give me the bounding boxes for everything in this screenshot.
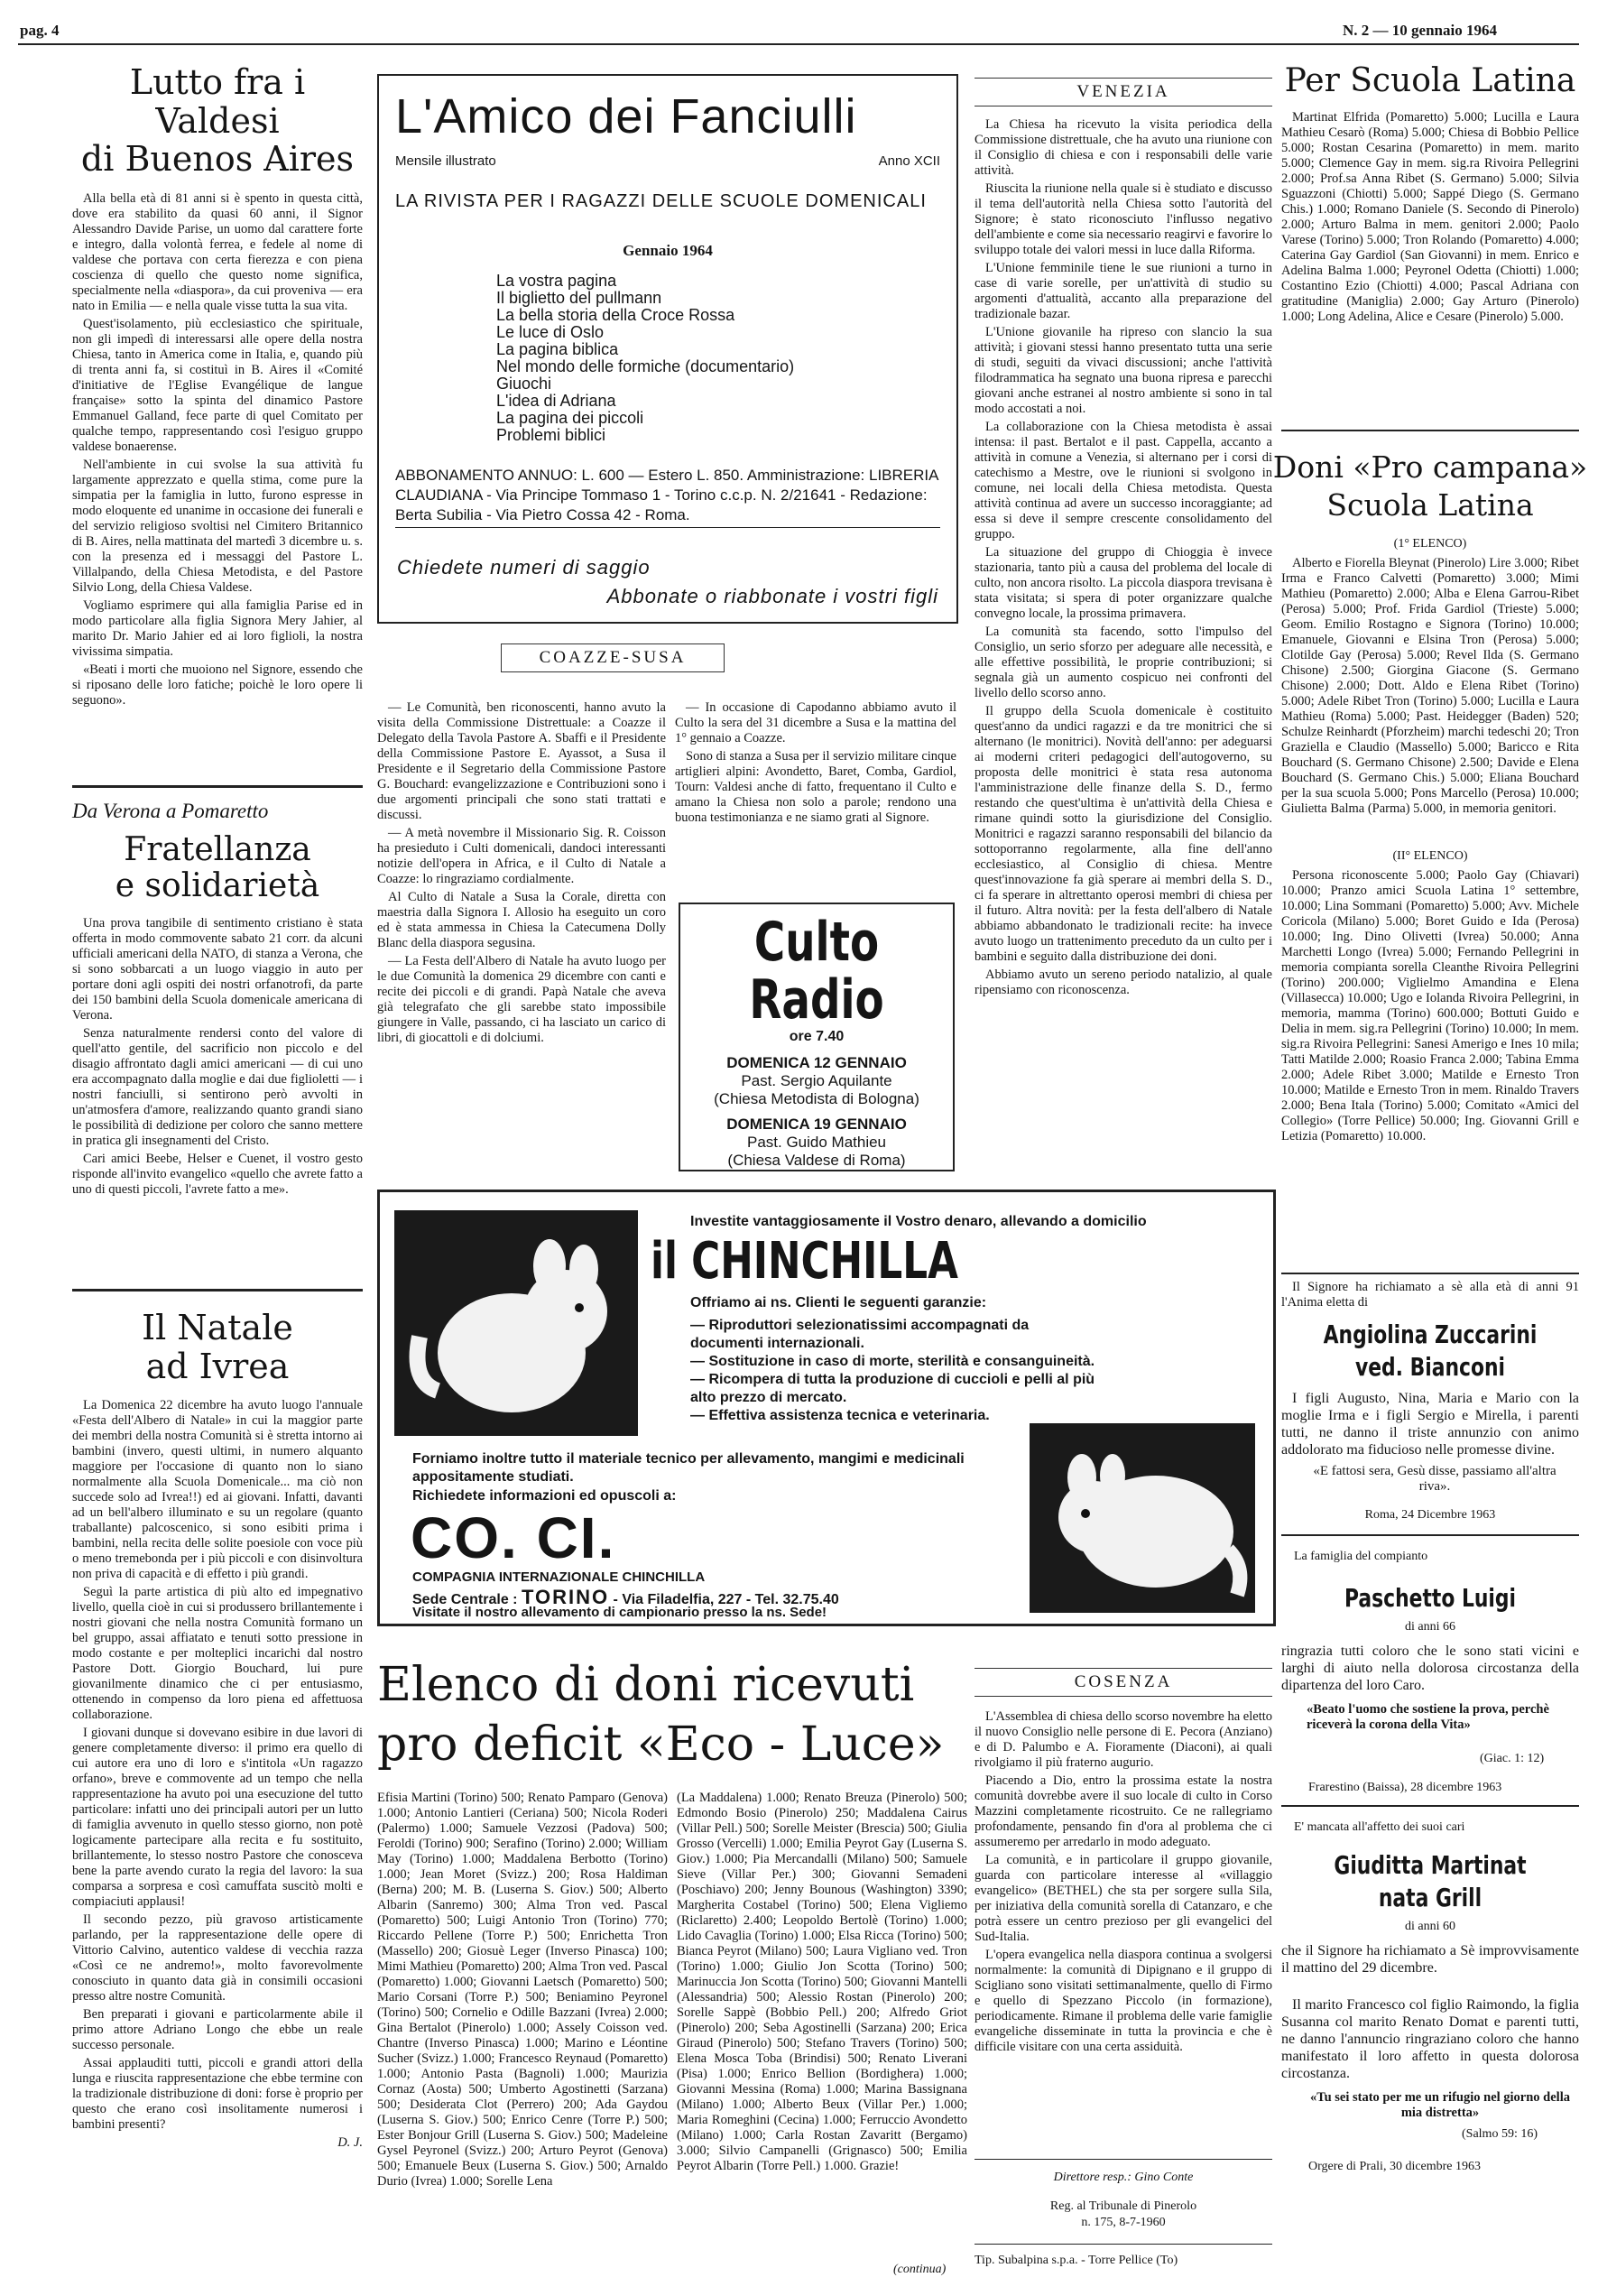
- chinchilla-address: - Via Filadelfia, 227 - Tel. 32.75.40: [613, 1592, 839, 1607]
- pro-campana-elenco-2: (II° ELENCO): [1392, 849, 1468, 863]
- cosenza-paragraph: L'Assemblea di chiesa dello scorso novembre ha eletto il nuovo Consiglio nelle persone di E. Pecora (Anziano) e di D. Palumbo e A. Fioramente (Diaconi), ai quali rivolgiamo il più fraterno augurio.: [975, 1709, 1272, 1770]
- buenos-aires-body: [72, 191, 363, 798]
- natale-paragraph: La Domenica 22 dicembre ha avuto luogo l'annuale «Festa dell'Albero di Natale» in cui la maggior parte dei membri della nostra Comunità si è stretta intorno ai bambini (invero, questi ultimi, in numero alquanto maggiore per l'occasione di quanto non lo siano normalmente alla Scuola Domenicale... ma ciò non succede solo ad Ivrea!!) ed ai giovani. Infatti, davanti ad un bell'albero illuminato e su un regolare (quanto traballante) palcoscenico, si sono esibiti prima i bambini, nella recita delle solite poesiole con voce più o meno tremebonda per i più piccoli e con disinvoltura non priva di capacità e di effetto i più grandi.: [72, 1398, 363, 1582]
- zuccarini-name-1: Angiolina Zuccarini: [1323, 1319, 1538, 1349]
- coazze-label: COAZZE-SUSA: [501, 643, 725, 672]
- martinat-body-2: Il marito Francesco col figlio Raimondo, la figlia Susanna col marito Renato Domat e parenti tutti, ne danno l'annuncio ringraziano coloro che hanno manifestato il loro affetto in questa dolorosa circostanza.: [1281, 1997, 1579, 2081]
- amico-box: [377, 74, 958, 624]
- natale-title-2: ad Ivrea: [145, 1346, 290, 1386]
- chinchilla-city: TORINO: [521, 1586, 610, 1608]
- culto-radio-church-2: (Chiesa Valdese di Roma): [727, 1152, 906, 1169]
- pro-campana-title-1: Doni «Pro campana»: [1272, 449, 1588, 485]
- amico-contents-item: La bella storia della Croce Rossa: [496, 306, 735, 324]
- zuccarini-date: Roma, 24 Dicembre 1963: [1364, 1508, 1496, 1522]
- cosenza-body: [975, 1709, 1272, 2152]
- chinchilla-company: COMPAGNIA INTERNAZIONALE CHINCHILLA: [412, 1569, 706, 1585]
- natale-paragraph: Il secondo pezzo, più gravoso artisticamente parlando, per la rappresentazione delle opere di Vittorio Calvino, autentico valdese di vecchia razza «Così ce ne andremo!», molto favorevolmente conosciuto in quanto data già in consimili occasioni presso altre nostre Comunità.: [72, 1912, 363, 2004]
- cosenza-paragraph: L'opera evangelica nella diaspora continua a svolgersi normalmente: la comunità di Dipignano e il gruppo di Scigliano sono visitati settimanalmente, quello di Firmo e quello di Spezzano Piccolo (in formazione), periodicamente. Rimane il problema delle varie famiglie evangeliche disseminate in tutta la provincia e che è difficile visitare con una certa assiduità.: [975, 1948, 1272, 2054]
- buenos-aires-paragraph: Alla bella età di 81 anni si è spento in questa città, dove era stabilito da quasi 60 anni, il Signor Alessandro Davide Parise, un uomo dal carattere forte e integro, dalla volontà ferrea, e fedele al nome di valdese che portava con certa fierezza e con piena coscienza di quello che questo nome significa, specialmente nella «diaspora», da cui proveniva — era nato in Emilia — e nella quale visse tutta la sua vita.: [72, 190, 363, 313]
- buenos-aires-paragraph: «Beati i morti che muoiono nel Signore, essendo che si riposano delle loro fatiche; poichè le loro opere li seguono».: [72, 662, 363, 708]
- coazze-paragraph: — In occasione di Capodanno abbiamo avuto il Culto la sera del 31 dicembre a Susa e la mattina del 1° gennaio a Coazze.: [675, 700, 956, 745]
- amico-abbonamento: ABBONAMENTO ANNUO: L. 600 — Estero L. 850. Amministrazione: LIBRERIA CLAUDIANA - Via Principe Tommaso 1 - Torino c.c.p. N. 2/21641 - Redazione: Berta Subilia - Via Pietro Cossa 42 - Roma.: [395, 467, 938, 523]
- amico-tagline: LA RIVISTA PER I RAGAZZI DELLE SCUOLE DOMENICALI: [395, 191, 927, 211]
- amico-contents-item: L'idea di Adriana: [496, 392, 616, 410]
- rule-printer: [975, 2244, 1272, 2245]
- cosenza-registration-1: Reg. al Tribunale di Pinerolo: [1049, 2199, 1197, 2213]
- culto-radio-day-2: DOMENICA 19 GENNAIO: [726, 1116, 907, 1133]
- culto-radio-pastor-1: Past. Sergio Aquilante: [741, 1072, 892, 1089]
- coazze-paragraph: Sono di stanza a Susa per il servizio militare cinque artiglieri alpini: Avondetto, Baret, Comba, Gardiol, Tourn: Valdesi anche di fatto, frequentano il Culto e amano la Chiesa non solo a parole; rendono una buona testimonianza e ne siamo grati al Signore.: [675, 749, 956, 825]
- chinchilla-also: Forniamo inoltre tutto il materiale tecnico per allevamento, mangimi e medicinali appositamente studiati.: [412, 1451, 965, 1485]
- amico-contents-list: [496, 273, 794, 444]
- rule-r3: [1281, 1534, 1579, 1536]
- martinat-intro: E' mancata all'affetto dei suoi cari: [1294, 1820, 1465, 1834]
- rule-r2: [1281, 1273, 1579, 1274]
- chinchilla-guarantee-item: — Ricompera di tutta la produzione di cuccioli e pelli al più alto prezzo di mercato.: [690, 1372, 1095, 1405]
- coazze-paragraph: — A metà novembre il Missionario Sig. R. Coisson ha presieduto i Culti domenicali, dandoci interessanti notizie dell'opera in Africa, e il Culto di Natale a Coazze: lo ringraziamo cordialmente.: [377, 826, 666, 886]
- amico-contents-item: Le luce di Oslo: [496, 323, 605, 341]
- buenos-aires-title-2: di Buenos Aires: [80, 139, 355, 180]
- natale-paragraph: Assai applauditi tutti, piccoli e grandi attori della lunga e riuscita rappresentazione che ebbe termine con la tradizionale distribuzione di doni: forse è proprio per questo che erano così insolitamente numerosi i bambini presenti?: [72, 2056, 363, 2133]
- fratellanza-article: [72, 800, 363, 1286]
- chinchilla-top: Investite vantaggiosamente il Vostro denaro, allevando a domicilio: [690, 1214, 1147, 1229]
- venezia-paragraph: La situazione del gruppo di Chioggia è invece stazionaria, tanto più a causa del problema del locale di culto, non ancora risolto. La piccola diaspora trevisana è stata visitata; si spera di poter organizzare qualche convegno locale, la prossima primavera.: [975, 545, 1272, 621]
- cosenza-registration-2: n. 175, 8-7-1960: [1081, 2216, 1166, 2229]
- venezia-paragraph: Abbiamo avuto un sereno periodo natalizio, al quale ripensiamo con riconoscenza.: [975, 967, 1272, 997]
- martinat-name-1: Giuditta Martinat: [1334, 1850, 1527, 1880]
- natale-paragraph: Ben preparati i giovani e particolarmente abile il primo attore Adriano Longo che ebbe un reale successo personale.: [72, 2007, 363, 2053]
- amico-inner-rule: [395, 527, 940, 528]
- coazze-column-1: [377, 700, 666, 1179]
- amico-subtitle: Mensile illustrato: [395, 153, 496, 169]
- cosenza-paragraph: Piacendo a Dio, entro la prossima estate la nostra comunità dovrebbe avere il suo locale di culto in Corso Mazzini completamente ricostruito. Ce ne rallegriamo profondamente, pensando fin d'ora al problema che ci assumeremo per arredarlo in modo adeguato.: [975, 1773, 1272, 1849]
- issue-date: N. 2 — 10 gennaio 1964: [1343, 22, 1497, 39]
- culto-radio-church-1: (Chiesa Metodista di Bologna): [714, 1090, 919, 1107]
- paschetto-ref: (Giac. 1: 12): [1480, 1752, 1545, 1765]
- rule-cosenza: [975, 2159, 1272, 2160]
- natale-body: [72, 1398, 363, 2255]
- cosenza-direttore: Direttore resp.: Gino Conte: [1053, 2171, 1194, 2184]
- amico-contents-item: La pagina biblica: [496, 340, 619, 358]
- venezia-paragraph: La comunità sta facendo, sotto l'impulso del Consiglio, un serio sforzo per adeguare alle necessità, e alle effettive possibilità, le proprie contribuzioni; si segnala già un aumento cospicuo nei confronti del livello dello scorso anno.: [975, 625, 1272, 700]
- venezia-paragraph: Il gruppo della Scuola domenicale è costituito quest'anno da undici ragazzi e da tre monitrici che si alternano (le monitrici). Novità dell'anno: per adeguarsi ai moderni criteri pedagogici dell'autogoverno, su proposta delle monitrici è stata resa autonoma l'amministrazione delle finanze della S. D., fermo restando che quest'ultima è un'attività della Chiesa e rimane quindi sotto la giurisdizione del Consiglio. Monitrici e ragazzi saranno responsabili del bilancio da sottoporranno regolarmente, alla fine dell'anno ecclesiastico, al Consiglio di chiesa. Mentre quest'innovazione fa già sperare ai membri della S. D., ci fa sperare in altrettanto operosi membri di chiesa per il futuro. Altra novità: per la festa dell'albero di Natale abbiamo abbandonato le tradizionali recite: ha invece avuto luogo un trattenimento preceduto da un culto per i bambini e seguito dalla distribuzione dei doni.: [975, 704, 1272, 964]
- pro-campana-text-1: Alberto e Fiorella Bleynat (Pinerolo) Lire 3.000; Ribet Irma e Franco Calvetti (Pomaretto) 3.000; Mimi Mathieu (Pomaretto) 2.000; Alba e Elena Garrou-Ribet (Perosa) 5.000; Prof. Frida Gardiol (Trieste) 5.000; Geom. Emilio Rostagno e Signora (Torino) 10.000; Emanuele, Giovanni e Elsina Tron (Perosa) 5.000; Clotilde Gay (Perosa) 5.000; Revel Ilda (S. Germano Chisone) 2.500; Giorgina Giacone (S. Germano Chisone) 2.000; Dott. Aldo e Elena Ribet (Torino) 5.000; Adele Ribet Tron (Torino) 5.000; Lucilla e Laura Mathieu (Roma) 5.000; Past. Heidegger (Baden) 520; Schulze Reinhardt (Pforzheim) marchi tedeschi 20; Tron Graziella e Claudio (Massello) 5.000; Baricco e Rita Bouchard (S. Germano Chisone) 2.500; Davide e Elena Bouchard (S. Germano Chis.) 5.000; Eliana Bouchard per la sua scuola 5.000; Pons Marcello (Perosa) 10.000; Giulietta Balma (Parma) 5.000, in memoria genitori.: [1281, 556, 1579, 816]
- zuccarini-intro: Il Signore ha richiamato a sè alla età di anni 91 l'Anima eletta di: [1281, 1280, 1579, 1310]
- natale-title-1: Il Natale: [142, 1308, 293, 1347]
- chinchilla-guarantee-item: — Riproduttori selezionatissimi accompagnati da documenti internazionali.: [690, 1318, 1030, 1351]
- eco-luce-title-1: Elenco di doni ricevuti: [377, 1658, 915, 1712]
- chinchilla-title: il CHINCHILLA: [651, 1232, 958, 1291]
- chinchilla-info: Richiedete informazioni ed opuscoli a:: [412, 1488, 677, 1504]
- venezia-paragraph: L'Unione giovanile ha ripreso con slancio la sua attività; i giovani stessi hanno presentato tutta una serie di studi, seguiti da vivaci discussioni; anche l'attività filodrammatica ha segnato una buona ripresa e parecchi giovani anche estranei al nostro ambiente si sono in tal modo accostati a noi.: [975, 325, 1272, 416]
- chinchilla-icon-2: [1030, 1423, 1255, 1613]
- culto-radio-day-1: DOMENICA 12 GENNAIO: [726, 1054, 907, 1071]
- fratellanza-paragraph: Cari amici Beebe, Helser e Cuenet, il vostro gesto risponde all'invito evangelico «quello che avrete fatto a uno di questi piccoli, l'avrete fatto a me».: [72, 1151, 363, 1197]
- martinat-date: Orgere di Prali, 30 dicembre 1963: [1308, 2160, 1482, 2173]
- coazze-paragraph: — La Festa dell'Albero di Natale ha avuto luogo per le due Comunità la domenica 29 dicembre con canti e recite dei piccoli e di grandi. Papà Natale che aveva già telegrafato che gli sarebbe stato impossibile giungere in Valle, passando, ci ha lasciato un carico di libri, di giocattoli e di dolciumi.: [377, 954, 666, 1045]
- cosenza-paragraph: La comunità, e in particolare il gruppo giovanile, guarda con particolare interesse al «villaggio evangelico» (BETHEL) che sta per sorgere sulla Sila, per iniziativa della comunità sorella di Catanzaro, e che potrà essere un centro prezioso per gli evangelici del Sud-Italia.: [975, 1853, 1272, 1944]
- amico-footer-2: Abbonate o riabbonate i vostri figli: [606, 585, 938, 607]
- amico-anno: Anno XCII: [878, 153, 940, 169]
- amico-contents-item: Nel mondo delle formiche (documentario): [496, 357, 795, 375]
- martinat-ref: (Salmo 59: 16): [1462, 2127, 1538, 2141]
- chinchilla-guarantees: [690, 1317, 1096, 1425]
- martinat-name-2: nata Grill: [1378, 1883, 1483, 1912]
- scuola-latina-title: Per Scuola Latina: [1284, 62, 1576, 99]
- fratellanza-title-1: Fratellanza: [124, 831, 311, 868]
- rule-c1a: [72, 785, 363, 788]
- natale-paragraph: Seguì la parte artistica di più alto ed impegnativo livello, quella cioè in cui si produssero brillantemente i nostri giovani che nella nostra Comunità formano un bel gruppo, assai affiatato e tenuti sotto pressione in modo costante e per molteplici incarichi dal nostro Pastore Dott. Giorgio Bouchard, lui pure giovanilmente dinamico che ci per entusiasmo, ottenendo in compenso da loro piena ed affettuosa collaborazione.: [72, 1585, 363, 1723]
- rule-r1: [1281, 430, 1579, 431]
- amico-contents-item: La pagina dei piccoli: [496, 409, 644, 427]
- rule-c1b: [72, 1289, 363, 1292]
- natale-paragraph: I giovani dunque si dovevano esibire in due lavori di genere completamente diverso: il primo era quello di cui autore era uno di loro e s'intitola «Un ragazzo orfano», breve e commovente ad un tempo che nella rappresentazione ha avuto poi una esecuzione del tutto particolare: infatti uno dei principali autori per un lutto di famiglia avvenuto in quello stesso giorno, non potè logicamente partecipare alla recita e fu sostituito, brillantemente, lo stesso nostro Pastore che conosceva bene la parte avendo curato la regia del lavoro: la sua comparsa a sorpresa e così camuffata suscitò molti e compiaciuti applausi!: [72, 1726, 363, 1910]
- culto-radio-title: Culto Radio: [749, 911, 884, 1032]
- paschetto-date: Frarestino (Baissa), 28 dicembre 1963: [1308, 1781, 1502, 1794]
- venezia-paragraph: La Chiesa ha ricevuto la visita periodica della Commissione distrettuale, che ha avuto una riunione con il Consiglio di chiesa e con i responsabili delle varie attività.: [975, 117, 1272, 178]
- zuccarini-name-2: ved. Bianconi: [1355, 1352, 1505, 1382]
- buenos-aires-article: [72, 63, 363, 798]
- culto-radio-time: ore 7.40: [789, 1029, 845, 1044]
- amico-contents-item: Il biglietto del pullmann: [496, 289, 662, 307]
- chinchilla-brand: CO. CI.: [411, 1505, 616, 1570]
- rule-r4: [1281, 1805, 1579, 1807]
- pro-campana-elenco-1: (1° ELENCO): [1393, 537, 1467, 551]
- buenos-aires-paragraph: Vogliamo esprimere qui alla famiglia Parise ed in modo particolare alla figlia Signora Mery Jahier, al marito Dr. Mario Jahier ed ai loro figlioli, la nostra vivissima simpatia.: [72, 597, 363, 659]
- coazze-paragraph: — Le Comunità, ben riconoscenti, hanno avuto la visita della Commissione Distrettuale: a Coazze il Delegato della Tavola Pastore A. Sbaffi e il Presidente della Commissione Pastore E. Ayassot, a Susa il Presidente e il Segretario della Commissione Pastore G. Bouchard: evangelizzazione e Contribuzioni sono i due argomenti principali che sono stati trattati e discussi.: [377, 700, 666, 822]
- fratellanza-paragraph: Senza naturalmente rendersi conto del valore di quell'atto gentile, del sacrificio non piccolo e del disagio affrontato dagli amici americani — di cui uno era accompagnato dalla moglie e dai due figlioletti — i nostri fanciulli, si sentirono però avvolti in un'atmosfera d'amore, realizzando quanto grandi siano le possibilità di dedizione per coloro che sanno mettere in pratica gli insegnamenti del Cristo.: [72, 1025, 363, 1148]
- natale-paragraph: D. J.: [337, 2135, 363, 2151]
- chinchilla-ad: [377, 1190, 1276, 1626]
- martinat-age: di anni 60: [1405, 1920, 1455, 1933]
- chinchilla-sede-label: Sede Centrale :: [412, 1592, 518, 1607]
- eco-luce-column-2: (La Maddalena) 1.000; Renato Breuza (Pinerolo) 500; Edmondo Bosio (Pinerolo) 250; Maddalena Cairus (Villar Pell.) 500; Sorelle Meister (Brescia) 500; Giulia Grosso (Vercelli) 1.000; Emilia Peyrot Gay (Luserna S. Giov.) 1.000; Pia Mercandalli (Milano) 500; Samuele Sieve (Villar Per.) 300; Giovanni Semadeni (Poschiavo) 200; Jenny Bounous (Washington) 3390; Margherita Costabel (Torino) 500; Elena Vigliemo (Riclaretto) 2.400; Leopoldo Bertolè (Torino) 1.000; Lido Cavaglia (Torino) 1.000; Elsa Ricca (Torino) 500; Bianca Peyrot (Milano) 500; Laura Vigliano ved. Tron (Torino) 1.000; Giulio Jon Scotta (Torino) 500; Marinuccia Jon Scotta (Torino) 500; Giovanni Mantelli (Alessandria) 500; Alessio Rostan (Pinerolo) 200; Sorelle Sappè (Bobbio Pell.) 200; Alfredo Griot (Pinerolo) 200; Seba Agostinelli (Sarzana) 200; Erica Giraud (Pinerolo) 500; Stefano Travers (Torino) 500; Elena Mosca Toba (Brindisi) 500; Renato Liverani (Pisa) 1.000; Enrico Bellion (Bordighera) 1.000; Giovanni Messina (Roma) 1.000; Marina Bassignana (Milano) 1.000; Alberto Beux (Villar Per.) 1.000; Maria Romeghini (Cecina) 1.000; Ferruccio Avondetto (Milano) 1.000; Carla Rostan Zavaritt (Bergamo) 3.000; Silvio Campanelli (Grignasco) 500; Emilia Peyrot Albarin (Torre Pell.) 1.000. Grazie!: [677, 1791, 967, 2173]
- fratellanza-kicker: Da Verona a Pomaretto: [72, 800, 269, 822]
- zuccarini-quote: «E fattosi sera, Gesù disse, passiamo all'altra riva».: [1313, 1464, 1556, 1494]
- fratellanza-paragraph: Una prova tangibile di sentimento cristiano è stata offerta in modo commovente sabato 21 corr. da alcuni ufficiali americani della NATO, di stanza a Verona, che si sono sobbarcati a un luogo viaggio in auto per portare doni agli ospiti dei nostri orfanotrofi, da parte dei 150 bambini della Scuola domenicale americana di Verona.: [72, 915, 363, 1023]
- scuola-latina-body: Martinat Elfrida (Pomaretto) 5.000; Lucilla e Laura Mathieu Cesarò (Roma) 5.000; Chiesa di Bobbio Pellice 5.000; Rostan Cesarina (Pomaretto) in mem. marito 5.000; Clemence Gay in mem. sig.ra Rivoira Pellegrini 2.000; Prof.sa Anna Ribet (S. Germano) 5.000; Silvia Sguazzoni (Chiotti) 5.000; Sappé Diego (S. Germano Chis.) 1.000; Romano Daniele (S. Secondo di Pinerolo) 2.000; Arturo Balma in mem. genitori 2.000; Paolo Varese (Torino) 5.000; Tron Rolando (Pomaretto) 4.000; Caterina Gay Gardiol (San Giovanni) in mem. Enrico e Adelina Balma 1.000; Peyronel Odetta (Chiotti) 1.000; Costantino Ezio (Chiotti) 4.000; Pascal Adriana con gratitudine (Maniglia) 2.000; Gay Arturo (Pinerolo) 1.000; Long Adelina, Alice e Cesare (Pinerolo) 5.000.: [1281, 110, 1579, 324]
- coazze-paragraph: Al Culto di Natale a Susa la Corale, diretta con maestria dalla Signora I. Allosio ha eseguito un coro ed è stata ammessa in Chiesa la Catecumena Dolly Blanc della diaspora segusina.: [377, 890, 666, 950]
- chinchilla-visit: Visitate il nostro allevamento di campionario presso la ns. Sede!: [412, 1605, 827, 1620]
- buenos-aires-paragraph: Nell'ambiente in cui svolse la sua attività fu largamente apprezzato e quella stima, come pure la simpatia per la famiglia in lutto, furono espresse in modo eloquente ed unanime in occasione dei funerali e del servizio religioso svoltisi nel Cimitero Britannico di B. Aires, nella mattinata del martedì 3 dicembre u. s. con la presenza ed i messaggi del Pastore L. Villalpando, della Chiesa Metodista, e del Pastore Silvio Long, della Chiesa Valdese.: [72, 457, 363, 595]
- paschetto-quote: «Beato l'uomo che sostiene la prova, perchè riceverà la corona della Vita»: [1307, 1702, 1549, 1732]
- zuccarini-body: I figli Augusto, Nina, Maria e Mario con la moglie Irma e i figli Sergio e Mirella, i parenti tutti, ne danno il triste annunzio con animo addolorato ma fiducioso nelle promesse divine.: [1281, 1391, 1579, 1458]
- fratellanza-title-2: e solidarietà: [115, 867, 320, 905]
- culto-radio-box: [679, 903, 955, 1171]
- paschetto-age: di anni 66: [1405, 1620, 1455, 1634]
- amico-contents-item: Problemi biblici: [496, 426, 606, 444]
- martinat-quote: «Tu sei stato per me un rifugio nel giorno della mia distretta»: [1309, 2090, 1570, 2120]
- coazze-column-2: [675, 700, 956, 881]
- eco-luce-title-2: pro deficit «Eco - Luce»: [377, 1717, 945, 1772]
- venezia-body: [975, 117, 1272, 1110]
- amico-contents-item: La vostra pagina: [496, 272, 617, 290]
- buenos-aires-title-1: Lutto fra i Valdesi: [129, 62, 306, 141]
- venezia-paragraph: Riuscita la riunione nella quale si è studiato e discusso il tema dell'autorità nella Chiesa sotto l'autorità del Signore; è stato riconosciuto l'influsso negativo dell'ambiente e come sia necessario reagirvi e favorire lo sviluppo totale dei valori messi in luce dalla Riforma.: [975, 181, 1272, 257]
- amico-footer-1: Chiedete numeri di saggio: [397, 556, 651, 579]
- pro-campana-title-2: Scuola Latina: [1326, 487, 1534, 523]
- venezia-paragraph: La collaborazione con la Chiesa metodista è assai intensa: il past. Bertalot e il past. Cappella, accanto a attività in comune a Venezia, si alternano per i corsi di catechismo a Mestre, ove le riunioni si svolgono in comune, nei locali della Chiesa metodista. Questa attività continua ad avere un successo incoraggiante; ad essa si deve il sempre crescente consolidamento del gruppo.: [975, 420, 1272, 542]
- natale-article: [72, 1309, 363, 2255]
- martinat-body-1: che il Signore ha richiamato a Sè improvvisamente il mattino del 29 dicembre.: [1281, 1943, 1579, 1976]
- culto-radio-pastor-2: Past. Guido Mathieu: [746, 1134, 887, 1151]
- venezia-paragraph: L'Unione femminile tiene le sue riunioni a turno in case di varie sorelle, per un'attività di studio su argomenti d'attualità, accanto alla preparazione del tradizionale bazar.: [975, 261, 1272, 321]
- paschetto-name: Paschetto Luigi: [1344, 1583, 1517, 1613]
- amico-contents-item: Giuochi: [496, 375, 552, 393]
- header-rule: [18, 43, 1579, 45]
- printer-line: Tip. Subalpina s.p.a. - Torre Pellice (To): [975, 2254, 1178, 2267]
- chinchilla-offer: Offriamo ai ns. Clienti le seguenti garanzie:: [690, 1295, 987, 1310]
- chinchilla-guarantee-item: — Effettiva assistenza tecnica e veterinaria.: [690, 1408, 990, 1423]
- eco-luce-column-1: Efisia Martini (Torino) 500; Renato Pamparo (Genova) 1.000; Antonio Lantieri (Ceriana) 500; Nicola Roderi (Palermo) 1.000; Samuele Vezzosi (Padova) 500; Feroldi (Torino) 900; Serafino (Torino) 2.000; William May (Torino) 1.000; Maddalena Berbotto (Torino) 1.000; Jean Moret (Svizz.) 200; Rosa Haldiman (Berna) 200; M. B. (Luserna S. Giov.) 500; Alberto Albarin (Sanremo) 300; Alma Tron ved. Pascal (Pomaretto) 500; Luigi Antonio Tron (Torino) 770; Riccardo Pellene (Torre P.) 500; Enrichetta Tron (Massello) 200; Giosuè Leger (Inverso Pinasca) 100; Mimi Mathieu (Pomaretto) 200; Alma Tron ved. Pascal (Pomaretto) 1.000; Giovanni Laetsch (Pomaretto) 500; Mario Corsani (Torre P.) 500; Beniamino Peyronel (Torino) 500; Cornelio e Odille Bazzani (Ivrea) 2.000; Gina Bertalot (Pinerolo) 1.000; Assely Coisson ved. Chantre (Inverso Pinasca) 1.000; Marino e Léontine Sucher (Svizz.) 1.000; Francesco Reynaud (Pomaretto) 1.000; Antonio Pasta (Bagnoli) 1.000; Maurizia Cornaz (Aosta) 500; Umberto Agostinetti (Sarzana) 500; Desiderata Clot (Perrero) 200; Ada Gaydou (Luserna S. Giov.) 500; Enrico Cenre (Torre P.) 500; Ester Bonjour Grill (Luserna S. Giov.) 500; Madeleine Gysel Peyronel (Svizz.) 200; Arturo Peyrot (Genova) 500; Emanuele Beux (Luserna S. Giov.) 500; Arnaldo Durio (Ivrea) 1.000; Sorelle Lena: [377, 1791, 668, 2189]
- amico-issue: Gennaio 1964: [623, 242, 713, 259]
- buenos-aires-paragraph: Quest'isolamento, più ecclesiastico che spirituale, non gli impedì di interessarsi alle opere della nostra Chiesa, tanto in America come in Italia, e, quando più di trenta anni fa, si costituì in B. Aires il «Comité d'initiative de l'Eglise Evangélique de langue française» sotto la spinta del dinamico Pastore Emmanuel Galland, fece parte di quel Comitato per qualche tempo, rappresentando così l'esiguo gruppo valdese bonaerense.: [72, 316, 363, 454]
- venezia-label: VENEZIA: [975, 78, 1272, 106]
- fratellanza-body: [72, 916, 363, 1286]
- chinchilla-icon: [394, 1210, 638, 1436]
- paschetto-body: ringrazia tutti coloro che le sono stati vicini e larghi di aiuto nella dolorosa circostanza della dipartenza del loro Caro.: [1281, 1643, 1579, 1693]
- amico-title: L'Amico dei Fanciulli: [395, 89, 857, 144]
- cosenza-label: COSENZA: [975, 1668, 1272, 1697]
- page-number: pag. 4: [20, 22, 60, 39]
- eco-luce-continua: (continua): [893, 2263, 947, 2276]
- chinchilla-guarantee-item: — Sostituzione in caso di morte, sterilità e consanguineità.: [690, 1354, 1095, 1369]
- paschetto-intro: La famiglia del compianto: [1294, 1550, 1428, 1563]
- pro-campana-text-2: Persona riconoscente 5.000; Paolo Gay (Chiavari) 10.000; Pranzo amici Scuola Latina 1° settembre, 10.000; Lina Sommani (Pomaretto) 5.000; Avv. Michele Coricola (Milano) 5.000; Boret Guido e Ida (Perosa) 10.000; Ing. Dino Olivetti (Ivrea) 50.000; Anna Marchetti Longo (Ivrea) 5.000; Fernando Pellegrini in memoria compianta sorella Cleanthe Rivoira Pellegrini (Torino) 200.000; Viglielmo Amandina e Elena (Villasecca) 10.000; Ugo e Iolanda Rivoira Pellegrini, in memoria, mamma (Torino) 600.000; Bottuti Guido e Delia in mem. sig.ra Pellegrini (Torino) 10.000; In mem. sig.ra Rivoira Pellegrini: Sanesi Amerigo e Ines 10 mila; Tatti Matilde 2.000; Roasio Franca 2.000; Tabina Emma 2.000; Adele Ribet 3.000; Matilde e Ernesto Tron 10.000; Matilde e Ernesto Tron in mem. Rinaldo Travers 2.000; Bena Itala (Torino) 5.000; Comitato «Amici del Collegio» (Torre Pellice) 50.000; Ing. Giovanni Grill e Letizia (Pomaretto) 10.000.: [1281, 868, 1579, 1143]
